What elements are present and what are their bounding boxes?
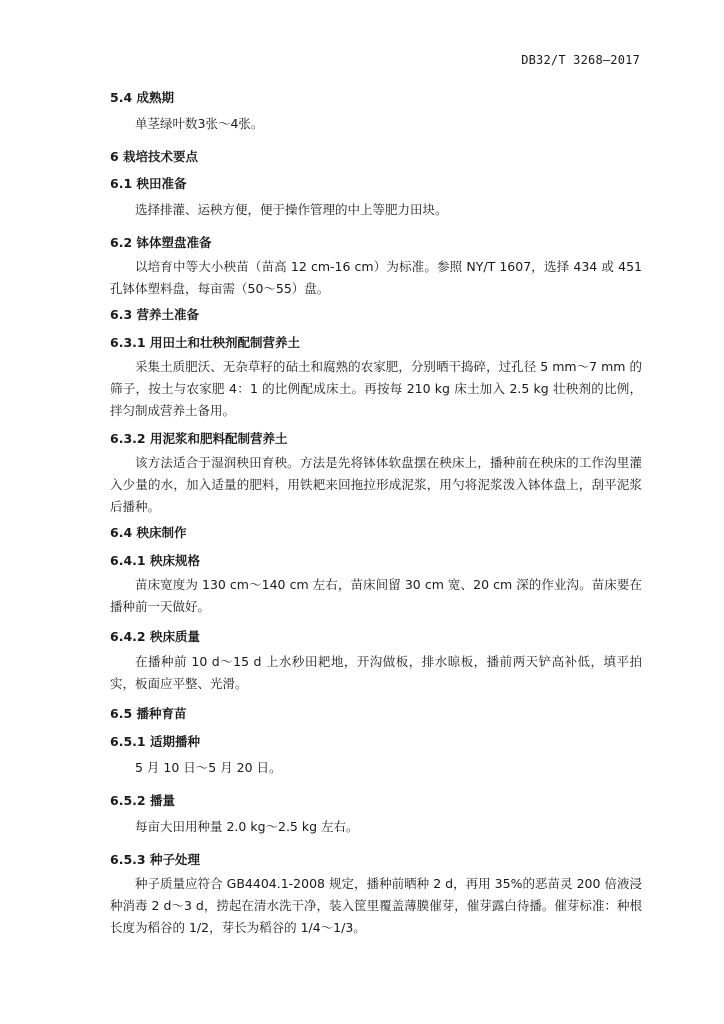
section-heading-5-4: 5.4 成熟期: [110, 90, 174, 105]
section-heading-6-5: 6.5 播种育苗: [110, 706, 187, 721]
section-heading-6-4: 6.4 秧床制作: [110, 525, 187, 540]
paragraph: 选择排灌、运秧方便，便于操作管理的中上等肥力田块。: [135, 202, 448, 217]
section-heading-6: 6 栽培技术要点: [110, 149, 199, 164]
section-heading-6-3-1: 6.3.1 用田土和壮秧剂配制营养土: [110, 335, 300, 350]
section-heading-6-3-2: 6.3.2 用泥浆和肥料配制营养土: [110, 431, 288, 446]
section-heading-6-5-3: 6.5.3 种子处理: [110, 852, 200, 867]
section-heading-6-1: 6.1 秧田准备: [110, 176, 187, 191]
document-code: DB32/T 3268—2017: [521, 53, 640, 67]
paragraph: 苗床宽度为 130 cm～140 cm 左右，苗床间留 30 cm 宽、20 cm 深的作业沟。苗床要在播种前一天做好。: [110, 577, 642, 614]
paragraph: 该方法适合于湿润秧田育秧。方法是先将钵体软盘摆在秧床上，播种前在秧床的工作沟里灌入少量的水，加入适量的肥料，用铁耙来回拖拉形成泥浆，用勺将泥浆泼入钵体盘上，刮平泥浆后播种。: [110, 455, 642, 514]
section-heading-6-5-1: 6.5.1 适期播种: [110, 734, 200, 749]
paragraph: 种子质量应符合 GB4404.1-2008 规定，播种前晒种 2 d，再用 35%的恶苗灵 200 倍液浸种消毒 2 d～3 d，捞起在清水洗干净，装入筐里覆盖薄膜催芽，催芽露白待播。催芽标准：种根长度为稻谷的 1/2，芽长为稻谷的 1/4～1/3。: [110, 876, 642, 935]
paragraph: 采集土质肥沃、无杂草籽的砧土和腐熟的农家肥，分别晒干捣碎，过孔径 5 mm～7 mm 的筛子，按土与农家肥 4：1 的比例配成床土。再按每 210 kg 床土加入 2.5 kg 壮秧剂的比例，拌匀制成营养土备用。: [110, 359, 642, 418]
section-heading-6-4-1: 6.4.1 秧床规格: [110, 553, 200, 568]
paragraph: 5 月 10 日～5 月 20 日。: [135, 760, 282, 775]
paragraph: 每亩大田用种量 2.0 kg～2.5 kg 左右。: [135, 819, 359, 834]
paragraph: 以培育中等大小秧苗（苗高 12 cm-16 cm）为标准。参照 NY/T 1607，选择 434 或 451 孔钵体塑料盘，每亩需（50～55）盘。: [110, 259, 642, 296]
section-heading-6-3: 6.3 营养土准备: [110, 307, 199, 322]
section-heading-6-2: 6.2 钵体塑盘准备: [110, 235, 212, 250]
paragraph: 单茎绿叶数3张～4张。: [135, 116, 264, 131]
paragraph: 在播种前 10 d～15 d 上水秒田耙地，开沟做板，排水晾板，播前两天铲高补低，填平拍实，板面应平整、光滑。: [110, 654, 642, 691]
section-heading-6-5-2: 6.5.2 播量: [110, 793, 175, 808]
section-heading-6-4-2: 6.4.2 秧床质量: [110, 629, 200, 644]
